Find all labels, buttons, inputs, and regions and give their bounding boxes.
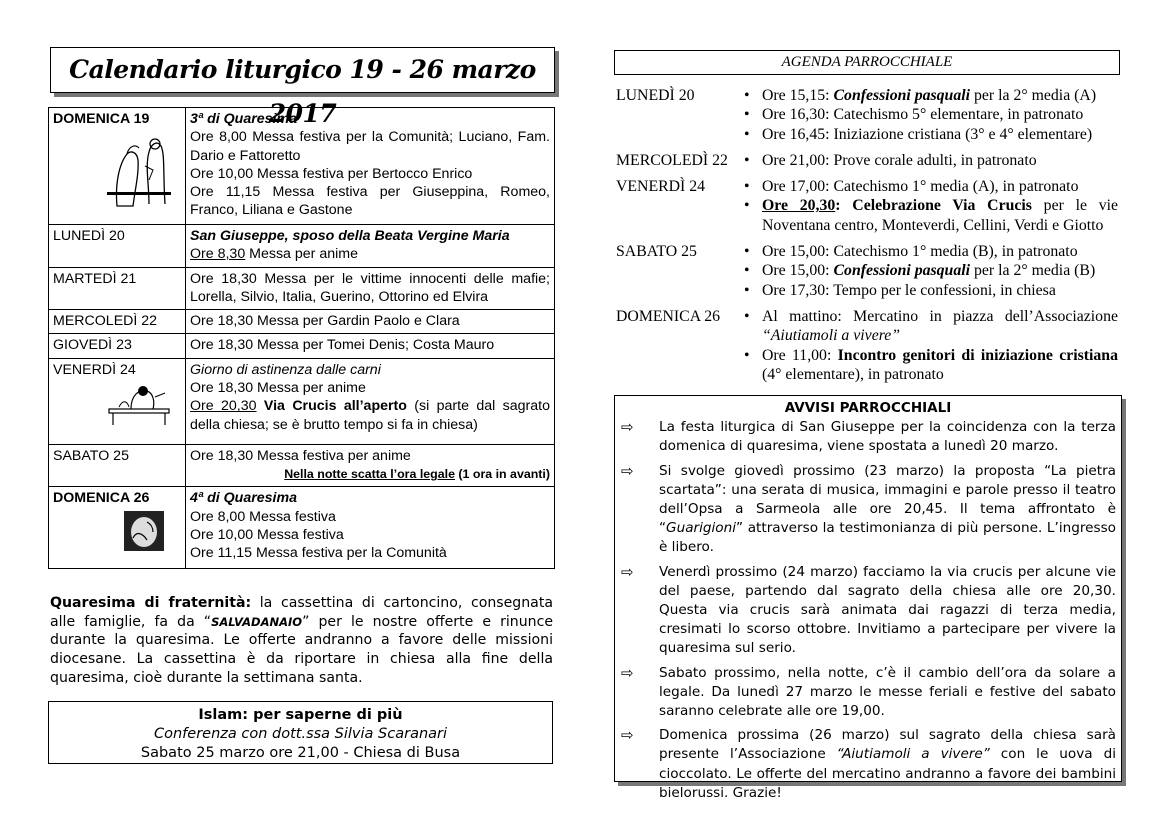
day-cell (49, 487, 186, 569)
agenda-day-label: VENERDÌ 24 (616, 178, 706, 196)
agenda-day (616, 242, 1118, 300)
agenda-item: • Ore 15,00: Confessioni pasquali per la 2° media (B) (742, 261, 1118, 280)
day-heading: Giorno di astinenza dalle carni (190, 361, 381, 378)
mass-text: Ore 18,30 Messa per Gardin Paolo e Clara (190, 313, 460, 330)
day-content (186, 358, 555, 444)
avviso-item: ⇨ Domenica prossima (26 marzo) sul sagrato della chiesa sarà presente l’Associazione “Aiutiamoli a vivere” con le uova di cioccolato. Le offerte del mercatino andranno a favore dei bambini bielorussi. Grazie! (621, 726, 1116, 801)
fasting-illustration-icon (105, 383, 173, 427)
islam-info: Sabato 25 marzo ore 21,00 - Chiesa di Busa (140, 745, 461, 761)
day-content (186, 444, 555, 487)
arrow-right-icon: ⇨ (621, 461, 634, 480)
avviso-item: ⇨ Sabato prossimo, nella notte, c’è il cambio dell’ora da solare a legale. Da lunedì 27 marzo le messe feriali e festive del sabato saranno celebrate alle ore 19,00. (621, 663, 1116, 720)
agenda-day (616, 151, 1118, 170)
legal-time-detail: (1 ora in avanti) (454, 467, 550, 482)
day-label: GIOVEDÌ 23 (53, 337, 132, 354)
agenda-day (616, 86, 1118, 144)
day-cell (49, 358, 186, 444)
day-label: DOMENICA 19 (53, 111, 150, 127)
day-content (186, 334, 555, 358)
day-label: MERCOLEDÌ 22 (53, 313, 158, 330)
arrow-right-icon: ⇨ (621, 663, 634, 682)
islam-title: Islam: per saperne di più (198, 707, 403, 723)
agenda-item: • Ore 16,30: Catechismo 5° elementare, in patronato (742, 105, 1118, 124)
avviso-item: ⇨ Venerdì prossimo (24 marzo) facciamo la via crucis per alcune vie del paese, partendo dal sagrato della chiesa alle ore 20,30. Questa via crucis sarà animata dai ragazzi di terza media, cresimati lo scorso ottobre. Invitiamo a partecipare per vivere la quaresima sul serio. (621, 562, 1116, 657)
day-label: DOMENICA 26 (53, 490, 150, 507)
day-content (186, 108, 555, 225)
islam-box (48, 701, 553, 764)
quaresima-paragraph (50, 594, 553, 688)
islam-subtitle: Conferenza con dott.ssa Silvia Scaranari (153, 726, 448, 742)
table-row (49, 267, 555, 310)
mass-text: Ore 18,30 Messa festiva per anime (190, 447, 411, 464)
mass-line: Ore 11,15 Messa festiva per Giuseppina, Romeo, Franco, Liliana e Gastone (190, 184, 550, 219)
table-row (49, 444, 555, 487)
agenda-item: • Ore 16,45: Iniziazione cristiana (3° e 4° elementare) (742, 125, 1118, 144)
agenda-item: • Ore 20,30: Celebrazione Via Crucis per le vie Noventana centro, Monteverdi, Cellini, Verdi e Giotto (742, 196, 1118, 235)
agenda-item: • Ore 21,00: Prove corale adulti, in patronato (742, 151, 1118, 170)
day-cell (49, 444, 186, 487)
via-crucis-title: Via Crucis all’aperto (256, 398, 407, 415)
via-crucis-time: Ore 20,30 (190, 398, 257, 415)
agenda-day (616, 307, 1118, 384)
avviso-item: ⇨ La festa liturgica di San Giuseppe per la coincidenza con la terza domenica di quaresima, viene spostata a lunedì 20 marzo. (621, 418, 1116, 455)
mass-line: Ore 8,00 Messa festiva per la Comunità; Luciano, Fam. Dario e Fattoretto (190, 129, 550, 164)
agenda-item: • Ore 17,00: Catechismo 1° media (A), in patronato (742, 177, 1118, 196)
mass-line: Ore 8,00 Messa festiva (190, 508, 336, 525)
day-cell (49, 225, 186, 268)
agenda-day-label: LUNEDÌ 20 (616, 87, 695, 104)
avvisi-box (614, 395, 1122, 801)
salvadanaio-word: SALVADANAIO (211, 614, 303, 629)
arrow-right-icon: ⇨ (621, 418, 634, 437)
avviso-item: ⇨ Si svolge giovedì prossimo (23 marzo) la proposta “La pietra scartata”: una serata di musica, immagini e parole presso il teatro dell’Opsa a Sarmeola alle ore 20,45. Il tema affrontato è “Guarigioni” attraverso la testimonianza di più persone. L’ingresso è libero. (621, 461, 1116, 556)
agenda-item: • Ore 17,30: Tempo per le confessioni, in chiesa (742, 281, 1118, 300)
mass-line: Ore 11,15 Messa festiva per la Comunità (190, 545, 447, 562)
day-label: VENERDÌ 24 (53, 361, 136, 378)
mass-text: Ore 18,30 Messa per Tomei Denis; Costa Mauro (190, 337, 495, 354)
agenda-item: • Ore 15,15: Confessioni pasquali per la 2° media (A) (742, 86, 1118, 105)
agenda-day (616, 177, 1118, 235)
day-heading: San Giuseppe, sposo della Beata Vergine Maria (190, 228, 510, 244)
day-cell (49, 310, 186, 334)
mass-line: Ore 10,00 Messa festiva per Bertocco Enrico (190, 165, 473, 182)
table-row (49, 487, 555, 569)
table-row (49, 108, 555, 225)
quaresima-text: ” per le nostre offerte e rinunce durante la quaresima. Le offerte andranno a favore delle missioni diocesane. La cassettina è da riportare in chiesa alla fine della quaresima, cioè durante la settimana santa. (50, 613, 553, 686)
day-cell (49, 108, 186, 225)
table-row (49, 358, 555, 444)
table-row (49, 225, 555, 268)
agenda-day-label: DOMENICA 26 (616, 307, 720, 325)
day-content (186, 310, 555, 334)
arrow-right-icon: ⇨ (621, 726, 634, 745)
face-illustration-icon (123, 510, 165, 552)
legal-time-underlined: Nella notte scatta l’ora legale (284, 467, 455, 482)
legal-time-note (190, 465, 550, 483)
mass-text: Messa per anime (245, 246, 358, 263)
avvisi-title: AVVISI PARROCCHIALI (784, 400, 952, 416)
mass-line: Ore 18,30 Messa per anime (190, 380, 366, 397)
mass-text: Ore 18,30 Messa per le vittime innocenti delle mafie; Lorella, Silvio, Italia, Guerino, Ottorino ed Elvira (190, 270, 550, 305)
quaresima-text: la cassettina di cartoncino, consegnata alle famiglie, fa da “ (50, 595, 553, 630)
agenda-title-text: AGENDA PARROCCHIALE (781, 54, 953, 70)
day-cell (49, 334, 186, 358)
day-content (186, 267, 555, 310)
day-heading: 4ª di Quaresima (190, 490, 297, 507)
calendar-table (48, 107, 555, 569)
agenda-item: • Al mattino: Mercatino in piazza dell’Associazione “Aiutiamoli a vivere” (742, 307, 1118, 346)
day-content (186, 225, 555, 268)
day-label: MARTEDÌ 21 (53, 270, 137, 287)
agenda-item: • Ore 11,00: Incontro genitori di iniziazione cristiana (4° elementare), in patronato (742, 346, 1118, 385)
table-row (49, 310, 555, 334)
arrow-right-icon: ⇨ (621, 562, 634, 581)
woman-well-illustration-icon (105, 134, 173, 208)
agenda-day-label: SABATO 25 (616, 243, 697, 261)
table-row (49, 334, 555, 358)
day-content (186, 487, 555, 569)
page-title: Calendario liturgico 19 - 26 marzo 2017 (69, 55, 536, 128)
day-heading: 3ª di Quaresima (190, 111, 297, 127)
agenda-day-label: MERCOLEDÌ 22 (616, 151, 728, 169)
via-crucis-note: (si parte dal sagrato della chiesa; se è brutto tempo si fa in chiesa) (190, 398, 550, 433)
day-label: LUNEDÌ 20 (53, 228, 125, 244)
quaresima-title: Quaresima di fraternità: (50, 595, 252, 611)
mass-line: Ore 10,00 Messa festiva (190, 526, 344, 543)
day-cell (49, 267, 186, 310)
agenda-item: • Ore 15,00: Catechismo 1° media (B), in patronato (742, 242, 1118, 261)
agenda-list (616, 86, 1118, 391)
agenda-title (614, 50, 1120, 75)
day-label: SABATO 25 (53, 447, 129, 464)
mass-time: Ore 8,30 (190, 246, 246, 263)
